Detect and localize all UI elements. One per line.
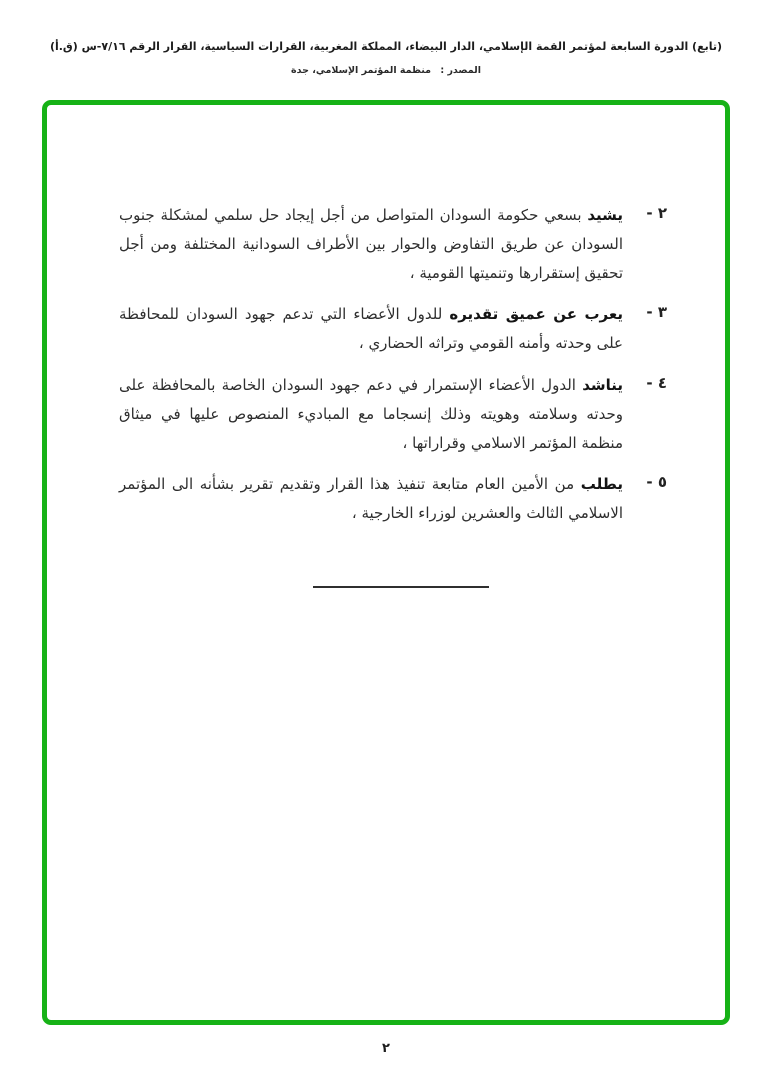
- resolution-clause: [119, 371, 667, 457]
- page-number: ٢: [382, 1041, 390, 1056]
- resolution-clause: [119, 470, 667, 528]
- clause-number: ٢ -: [646, 204, 667, 222]
- header-title: (تابع) الدورة السابعة لمؤتمر القمة الإسلامي، الدار البيضاء، المملكة المغربية، القرارات السياسية، القرار الرقم ٧/١٦-س (ق.أ): [49, 40, 723, 53]
- clause-text: [119, 300, 623, 358]
- source-label: المصدر :: [440, 65, 481, 76]
- clause-body-text: من الأمين العام متابعة تنفيذ هذا القرار وتقديم تقرير بشأنه الى المؤتمر الاسلامي الثالث والعشرين لوزراء الخارجية ،: [119, 475, 623, 523]
- clause-text: [119, 470, 623, 528]
- clause-lead-word: يناشد: [582, 375, 623, 394]
- clause-number: ٥ -: [646, 473, 667, 492]
- clause-number: ٣ -: [646, 303, 667, 322]
- resolution-clauses: [119, 201, 667, 528]
- source-value: منظمة المؤتمر الإسلامي، جدة: [291, 65, 432, 76]
- clause-text: [119, 371, 623, 457]
- resolution-clause: [119, 300, 667, 358]
- scan-border-box: [42, 100, 730, 1025]
- clause-lead-word: يشيد: [587, 206, 623, 224]
- document-header: [0, 40, 772, 76]
- clause-body-text: بسعي حكومة السودان المتواصل من أجل إيجاد حل سلمي لمشكلة جنوب السودان عن طريق التفاوض والحوار بين الأطراف السودانية المختلفة ومن أجل تحقيق إستقرارها وتنميتها القومية ،: [119, 206, 623, 282]
- clause-text: [119, 201, 623, 287]
- section-divider-line: [313, 586, 489, 588]
- clause-number: ٤ -: [646, 373, 667, 392]
- clause-lead-word: يطلب: [580, 475, 623, 494]
- clause-body-text: الدول الأعضاء الإستمرار في دعم جهود السودان الخاصة بالمحافظة على وحدته وسلامته وهويته وذلك إنسجاما مع المباديء المنصوص عليها في ميثاق منظمة المؤتمر الاسلامي وقراراتها ،: [119, 375, 623, 452]
- document-body: [119, 201, 667, 588]
- resolution-clause: [119, 201, 667, 287]
- clause-body-text: للدول الأعضاء التي تدعم جهود السودان للمحافظة على وحدته وأمنه القومي وتراثه الحضاري ،: [119, 305, 623, 353]
- header-source-line: [0, 65, 772, 76]
- clause-lead-word: يعرب عن عميق تقديره: [449, 305, 623, 324]
